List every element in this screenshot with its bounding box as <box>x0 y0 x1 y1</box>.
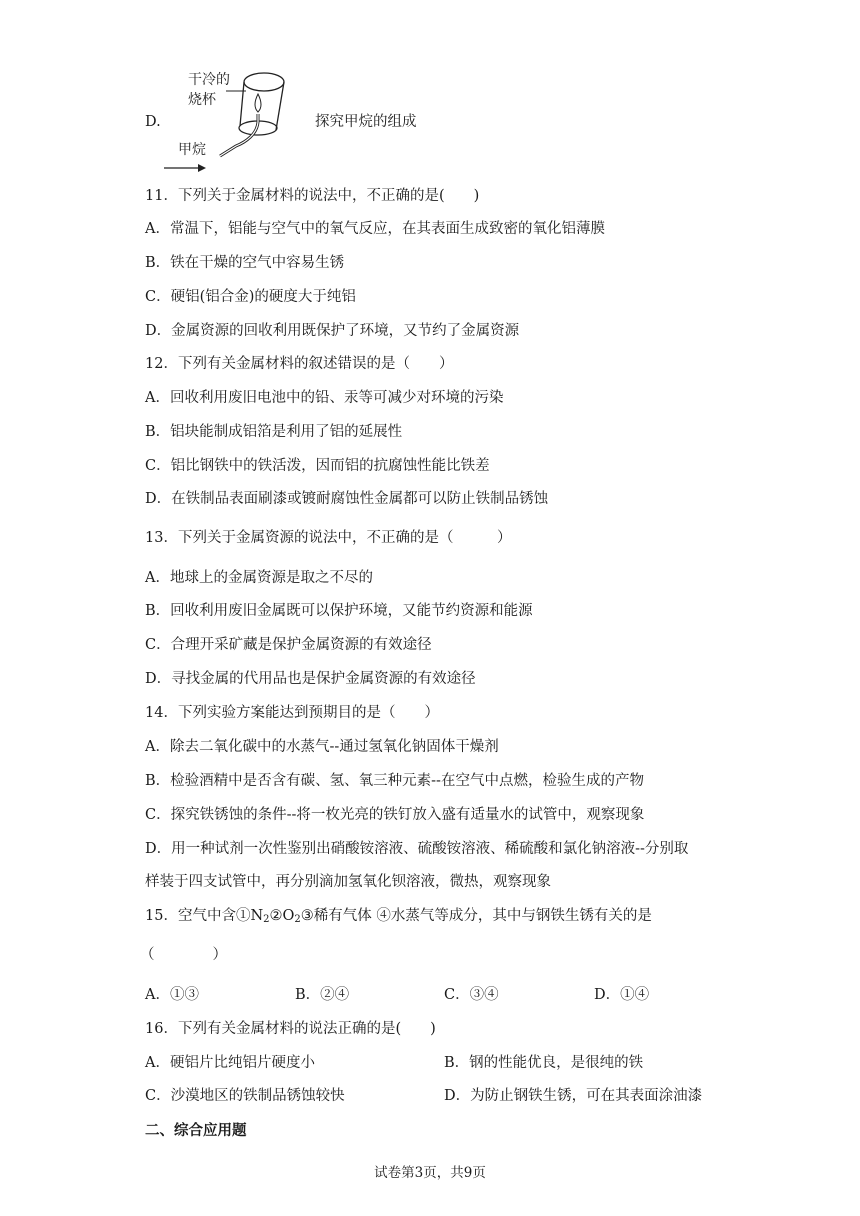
beaker-label-line1: 干冷的 <box>188 72 230 88</box>
question-14-option-b: B．检验酒精中是否含有碳、氢、氧三种元素--在空气中点燃，检验生成的产物 <box>145 773 644 789</box>
question-14-option-a: A．除去二氧化碳中的水蒸气--通过氢氧化钠固体干燥剂 <box>145 739 499 755</box>
question-14-option-c: C．探究铁锈蚀的条件--将一枚光亮的铁钉放入盛有适量水的试管中，观察现象 <box>145 807 645 823</box>
question-12-stem: 12．下列有关金属材料的叙述错误的是（ ） <box>145 356 454 372</box>
question-11-stem: 11．下列关于金属材料的说法中，不正确的是( ) <box>145 188 480 204</box>
gas-label: 甲烷 <box>178 142 206 158</box>
question-11-option-d: D．金属资源的回收利用既保护了环境，又节约了金属资源 <box>145 323 520 339</box>
question-12-option-a: A．回收利用废旧电池中的铅、汞等可减少对环境的污染 <box>145 390 504 406</box>
question-16-option-d: D．为防止钢铁生锈，可在其表面涂油漆 <box>444 1088 703 1104</box>
question-16-option-b: B．钢的性能优良，是很纯的铁 <box>444 1055 644 1071</box>
question-13-option-b: B．回收利用废旧金属既可以保护环境，又能节约资源和能源 <box>145 603 533 619</box>
question-13-option-c: C．合理开采矿藏是保护金属资源的有效途径 <box>145 637 432 653</box>
question-14-stem: 14．下列实验方案能达到预期目的是（ ） <box>145 705 439 721</box>
question-15-option-c: C．③④ <box>444 987 499 1003</box>
question-15-option-a: A．①③ <box>145 987 199 1003</box>
question-12-option-d: D．在铁制品表面刷漆或镀耐腐蚀性金属都可以防止铁制品锈蚀 <box>145 491 549 507</box>
option-letter: D. <box>145 114 161 130</box>
section-title: 二、综合应用题 <box>145 1122 247 1139</box>
question-12-option-b: B．铝块能制成铝箔是利用了铝的延展性 <box>145 424 403 440</box>
question-15-option-b: B．②④ <box>295 987 350 1003</box>
question-16-option-c: C．沙漠地区的铁制品锈蚀较快 <box>145 1088 345 1104</box>
question-15-stem: 15．空气中含$①N_2②O_2③$稀有气体 ④水蒸气等成分，其中与钢铁生锈有关的是 <box>145 908 652 925</box>
page-footer: 试卷第3页，共9页 <box>374 1165 486 1181</box>
question-16-option-a: A．硬铝片比纯铝片硬度小 <box>145 1055 315 1071</box>
question-16-stem: 16．下列有关金属材料的说法正确的是( ) <box>145 1021 436 1037</box>
beaker-label-line2: 烧杯 <box>188 92 216 108</box>
question-11-option-c: C．硬铝(铝合金)的硬度大于纯铝 <box>145 289 356 305</box>
methane-experiment-figure <box>160 64 310 174</box>
question-14-option-d-line1: D．用一种试剂一次性鉴别出硝酸铵溶液、硫酸铵溶液、稀硫酸和氯化钠溶液--分别取 <box>145 841 689 857</box>
question-13-option-d: D．寻找金属的代用品也是保护金属资源的有效途径 <box>145 671 476 687</box>
option-caption: 探究甲烷的组成 <box>315 114 417 130</box>
question-11-option-b: B．铁在干燥的空气中容易生锈 <box>145 255 345 271</box>
question-12-option-c: C．铝比钢铁中的铁活泼，因而铝的抗腐蚀性能比铁差 <box>145 458 490 474</box>
question-15-option-d: D．①④ <box>594 987 650 1003</box>
question-15-blank: （ ） <box>140 947 227 963</box>
question-11-option-a: A．常温下，铝能与空气中的氧气反应，在其表面生成致密的氧化铝薄膜 <box>145 221 605 237</box>
question-13-option-a: A．地球上的金属资源是取之不尽的 <box>145 570 373 586</box>
question-14-option-d-line2: 样装于四支试管中，再分别滴加氢氧化钡溶液，微热，观察现象 <box>145 874 551 890</box>
question-13-stem: 13．下列关于金属资源的说法中，不正确的是（ ） <box>145 530 512 546</box>
